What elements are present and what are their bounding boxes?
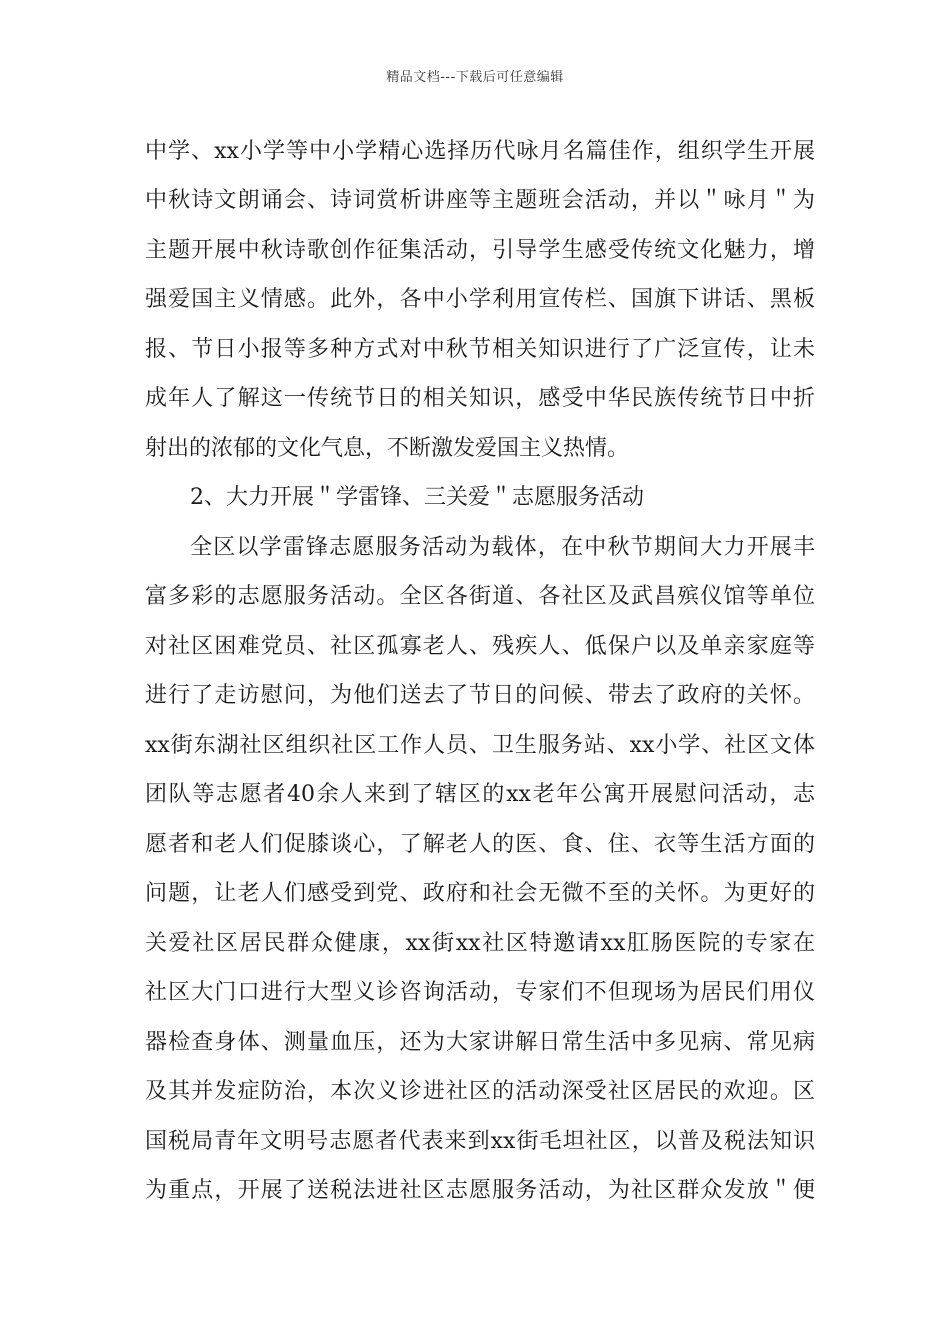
page-header: 精品文档---下载后可任意编辑 [386,70,564,85]
body-line: 全区以学雷锋志愿服务活动为载体，在中秋节期间大力开展丰 [190,535,815,560]
body-line: 对社区困难党员、社区孤寡老人、残疾人、低保户以及单亲家庭等 [145,634,815,659]
body-line: 关爱社区居民群众健康，xx街xx社区特邀请xx肛肠医院的专家在 [145,931,815,956]
body-line: 愿者和老人们促膝谈心，了解老人的医、食、住、衣等生活方面的 [145,832,815,857]
body-line: 强爱国主义情感。此外，各中小学利用宣传栏、国旗下讲话、黑板 [145,287,815,312]
body-line: 射出的浓郁的文化气息，不断激发爱国主义热情。 [145,436,630,461]
body-line: 中学、xx小学等中小学精心选择历代咏月名篇佳作，组织学生开展 [145,139,815,164]
body-line: 为重点，开展了送税法进社区志愿服务活动，为社区群众发放＂便 [145,1178,815,1203]
body-line: 成年人了解这一传统节日的相关知识，感受中华民族传统节日中折 [145,386,815,411]
body-line: xx街东湖社区组织社区工作人员、卫生服务站、xx小学、社区文体 [145,733,815,758]
body-line: 及其并发症防治，本次义诊进社区的活动深受社区居民的欢迎。区 [145,1079,815,1104]
body-line: 主题开展中秋诗歌创作征集活动，引导学生感受传统文化魅力，增 [145,238,815,263]
section-heading: 2、大力开展＂学雷锋、三关爱＂志愿服务活动 [190,485,644,510]
body-line: 问题，让老人们感受到党、政府和社会无微不至的关怀。为更好的 [145,881,815,906]
body-line: 进行了走访慰问，为他们送去了节日的问候、带去了政府的关怀。 [145,683,815,708]
body-line: 社区大门口进行大型义诊咨询活动，专家们不但现场为居民们用仪 [145,980,815,1005]
body-line: 器检查身体、测量血压，还为大家讲解日常生活中多见病、常见病 [145,1030,815,1055]
body-line: 报、节日小报等多种方式对中秋节相关知识进行了广泛宣传，让未 [145,337,815,362]
body-line: 中秋诗文朗诵会、诗词赏析讲座等主题班会活动，并以＂咏月＂为 [145,188,815,213]
body-line: 国税局青年文明号志愿者代表来到xx街毛坦社区，以普及税法知识 [145,1129,815,1154]
body-line: 富多彩的志愿服务活动。全区各街道、各社区及武昌殡仪馆等单位 [145,584,815,609]
body-line: 团队等志愿者40余人来到了辖区的xx老年公寓开展慰问活动，志 [145,782,815,807]
